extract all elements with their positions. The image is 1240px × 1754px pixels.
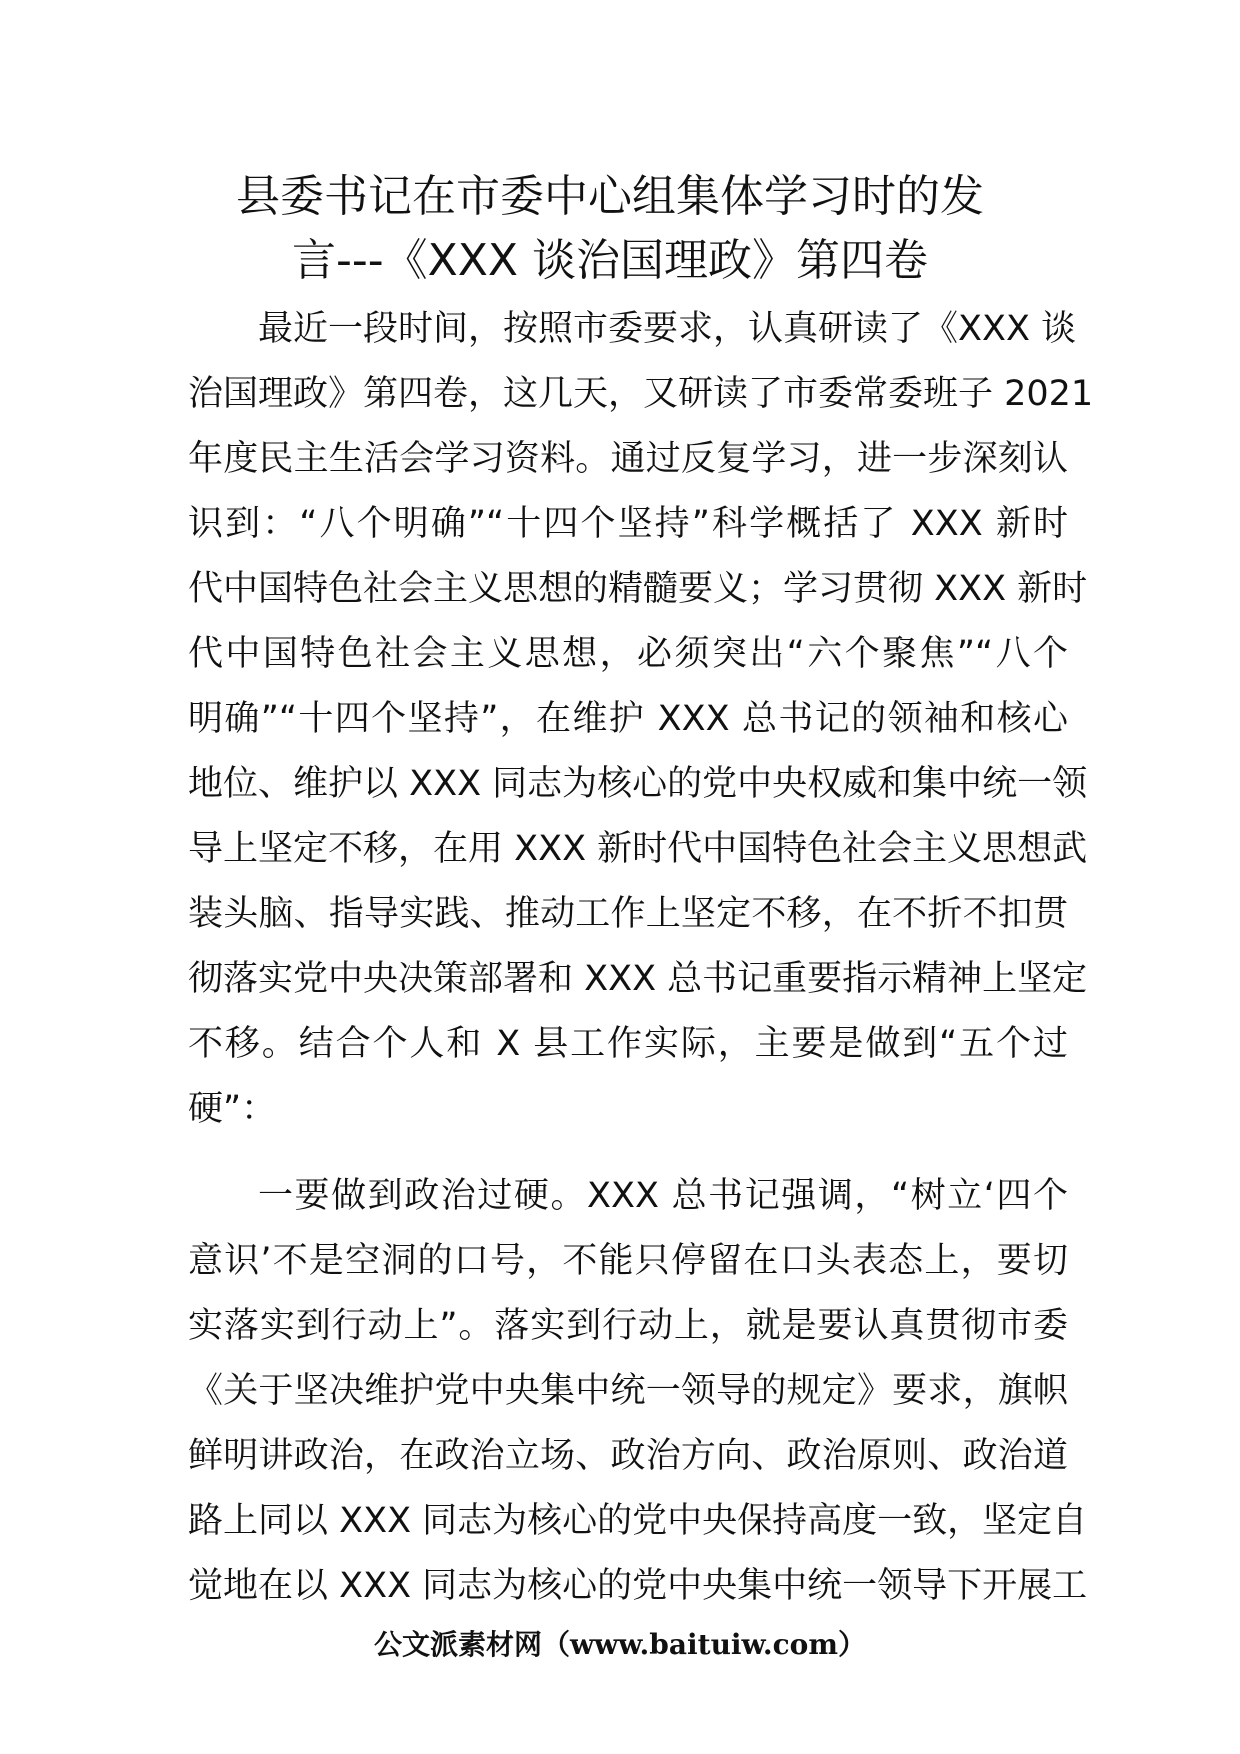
document-body — [188, 297, 1094, 1619]
paragraph-gap — [188, 1142, 1068, 1164]
body-line: 代中国特色社会主义思想，必须突出“六个聚焦”“八个 — [188, 634, 1068, 674]
paragraph — [188, 1164, 1088, 1619]
body-line: 硬”： — [188, 1089, 277, 1129]
body-line: 代中国特色社会主义思想的精髓要义；学习贯彻 XXX 新时 — [188, 569, 1088, 609]
document-title — [160, 165, 1060, 293]
body-line: 最近一段时间，按照市委要求，认真研读了《XXX 谈 — [258, 309, 1077, 349]
body-line: 治国理政》第四卷，这几天，又研读了市委常委班子 2021 — [188, 374, 1094, 414]
body-line: 彻落实党中央决策部署和 XXX 总书记重要指示精神上坚定 — [188, 959, 1088, 999]
body-line: 不移。结合个人和 X 县工作实际，主要是做到“五个过 — [188, 1024, 1068, 1064]
body-line: 年度民主生活会学习资料。通过反复学习，进一步深刻认 — [188, 439, 1068, 479]
body-line: 地位、维护以 XXX 同志为核心的党中央权威和集中统一领 — [188, 764, 1088, 804]
page-footer: 公文派素材网（www.baituiw.com） — [374, 1628, 866, 1661]
body-line: 意识’不是空洞的口号，不能只停留在口头表态上，要切 — [188, 1241, 1068, 1281]
body-line: 觉地在以 XXX 同志为核心的党中央集中统一领导下开展工 — [188, 1566, 1088, 1606]
body-line: 识到：“八个明确”“十四个坚持”科学概括了 XXX 新时 — [188, 504, 1068, 544]
body-line: 装头脑、指导实践、推动工作上坚定不移，在不折不扣贯 — [188, 894, 1068, 934]
body-line: 《关于坚决维护党中央集中统一领导的规定》要求，旗帜 — [188, 1371, 1068, 1411]
body-line: 路上同以 XXX 同志为核心的党中央保持高度一致，坚定自 — [188, 1501, 1088, 1541]
body-line: 一要做到政治过硬。XXX 总书记强调，“树立‘四个 — [258, 1176, 1068, 1216]
title-line: 言---《XXX 谈治国理政》第四卷 — [291, 235, 929, 286]
body-line: 明确”“十四个坚持”，在维护 XXX 总书记的领袖和核心 — [188, 699, 1068, 739]
title-line: 县委书记在市委中心组集体学习时的发 — [236, 171, 984, 222]
body-line: 实落实到行动上”。落实到行动上，就是要认真贯彻市委 — [188, 1306, 1068, 1346]
body-line: 导上坚定不移，在用 XXX 新时代中国特色社会主义思想武 — [188, 829, 1088, 869]
body-line: 鲜明讲政治，在政治立场、政治方向、政治原则、政治道 — [188, 1436, 1068, 1476]
paragraph — [188, 297, 1094, 1142]
